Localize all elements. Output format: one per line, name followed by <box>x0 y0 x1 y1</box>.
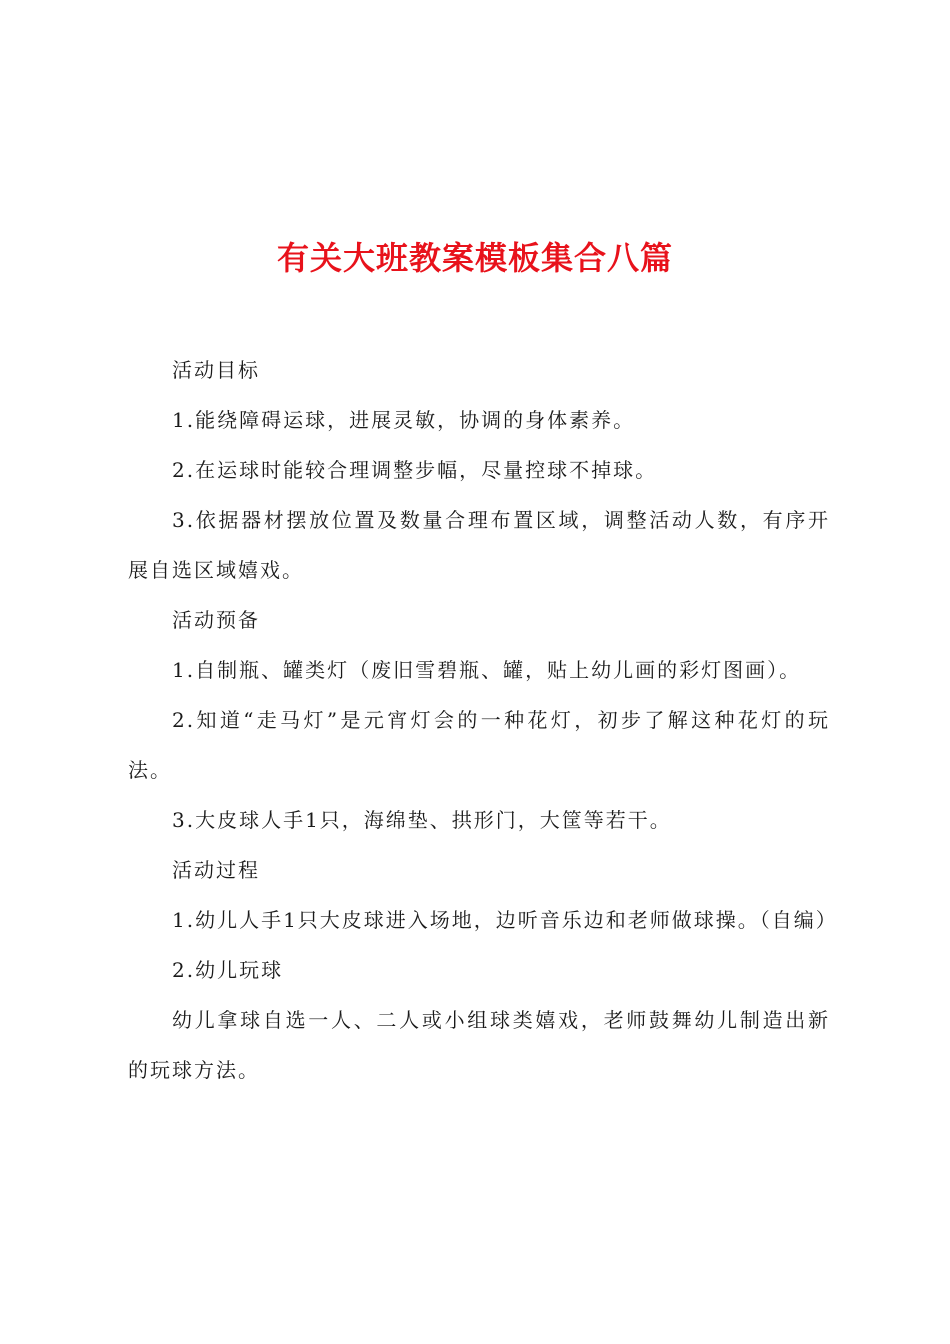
paragraph: 1.幼儿人手1只大皮球进入场地，边听音乐边和老师做球操。（自编） <box>172 908 838 932</box>
paragraph: 3.依据器材摆放位置及数量合理布置区域，调整活动人数，有序开展自选区域嬉戏。 <box>128 508 830 582</box>
section-heading-process: 活动过程 <box>172 858 260 882</box>
paragraph: 2.知道“走马灯”是元宵灯会的一种花灯，初步了解这种花灯的玩法。 <box>128 708 830 782</box>
paragraph: 2.在运球时能较合理调整步幅，尽量控球不掉球。 <box>172 458 658 482</box>
section-heading-goals: 活动目标 <box>172 358 260 382</box>
paragraph: 1.能绕障碍运球，进展灵敏，协调的身体素养。 <box>172 408 636 432</box>
section-heading-preparation: 活动预备 <box>172 608 260 632</box>
document-title: 有关大班教案模板集合八篇 <box>276 239 673 278</box>
paragraph: 3.大皮球人手1只，海绵垫、拱形门，大筐等若干。 <box>172 808 672 832</box>
document-body <box>128 345 838 1095</box>
paragraph: 2.幼儿玩球 <box>172 958 284 982</box>
paragraph: 1.自制瓶、罐类灯（废旧雪碧瓶、罐，贴上幼儿画的彩灯图画）。 <box>172 658 802 682</box>
paragraph: 幼儿拿球自选一人、二人或小组球类嬉戏，老师鼓舞幼儿制造出新的玩球方法。 <box>128 1008 830 1082</box>
